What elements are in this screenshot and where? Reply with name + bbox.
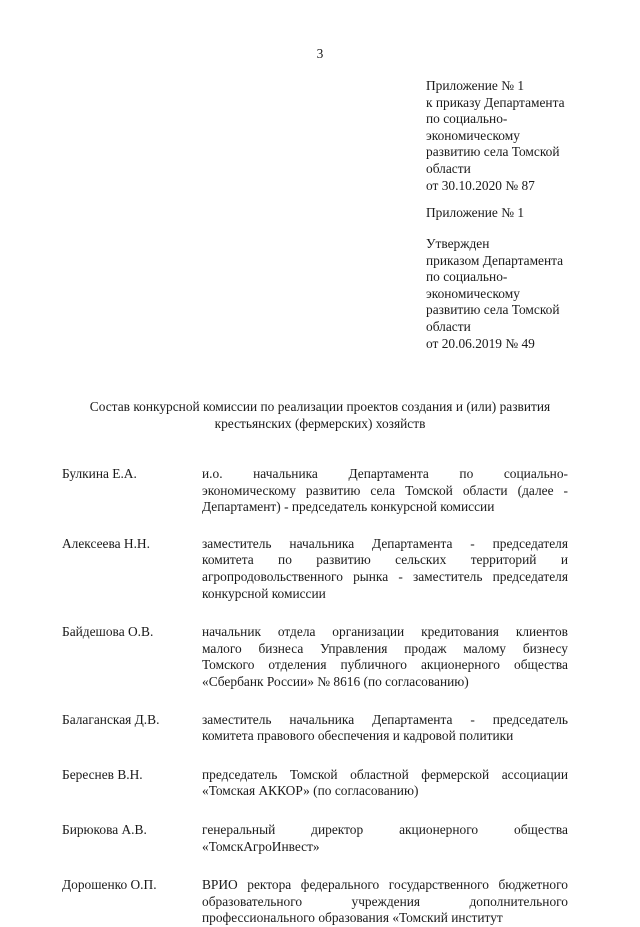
member-name: Береснев В.Н.: [62, 766, 143, 782]
member-role-line: заместитель начальника Департамента - председателя: [202, 535, 568, 551]
member-row: [62, 712, 568, 745]
member-role: [202, 877, 568, 927]
member-role: [202, 536, 568, 602]
annex-header-line: экономическому: [426, 127, 520, 143]
member-role: [202, 466, 568, 516]
member-role-line: «Томская АККОР» (по согласованию): [202, 783, 419, 799]
member-role: [202, 624, 568, 690]
member-role-line: комитета правового обеспечения и кадровой политики: [202, 728, 514, 744]
approval-line: области: [426, 318, 471, 334]
member-role-line: ВРИО ректора федерального государственного бюджетного: [202, 877, 568, 893]
member-name: Балаганская Д.В.: [62, 711, 160, 727]
member-role-line: образовательного учреждения дополнительного: [202, 893, 568, 909]
annex-label-text: Приложение № 1: [426, 205, 525, 220]
document-title: [62, 398, 578, 432]
member-role: [202, 712, 568, 745]
annex-header-line: области: [426, 160, 471, 176]
member-role-line: экономическому развитию села Томской области (далее -: [202, 482, 568, 498]
member-row: [62, 536, 568, 602]
annex-header: [426, 78, 596, 194]
member-role-line: малого бизнеса Управления продаж малому бизнесу: [202, 640, 568, 656]
member-row: [62, 466, 568, 516]
member-name: Булкина Е.А.: [62, 466, 137, 481]
document-title-line: крестьянских (фермерских) хозяйств: [214, 416, 426, 431]
member-role-line: «Сбербанк России» № 8616 (по согласованию): [202, 673, 469, 689]
member-role-line: заместитель начальника Департамента - председатель: [202, 711, 568, 727]
annex-header-line: к приказу Департамента: [426, 94, 565, 110]
member-role: [202, 767, 568, 800]
member-row: [62, 767, 568, 800]
document-title-line: Состав конкурсной комиссии по реализации проектов создания и (или) развития: [89, 399, 551, 414]
member-role-line: Департамент) - председатель конкурсной комиссии: [202, 499, 495, 515]
annex-header-line: от 30.10.2020 № 87: [426, 177, 535, 193]
page-number: 3: [316, 46, 324, 61]
member-name: Байдешова О.В.: [62, 624, 154, 640]
member-role-line: «ТомскАгроИнвест»: [202, 838, 320, 854]
member-name: Бирюкова А.В.: [62, 821, 147, 837]
member-row: [62, 877, 568, 927]
member-row: [62, 822, 568, 855]
member-role-line: Томского отделения публичного акционерного общества: [202, 657, 568, 673]
member-role-line: начальник отдела организации кредитования клиентов: [202, 624, 568, 640]
member-role-line: и.о. начальника Департамента по социально-: [202, 466, 568, 481]
member-role-line: комитета по развитию сельских территорий и: [202, 552, 568, 568]
annex-header-line: Приложение № 1: [426, 78, 525, 93]
member-row: [62, 624, 568, 690]
member-role-line: председатель Томской областной фермерской ассоциации: [202, 766, 568, 782]
approval-line: развитию села Томской: [426, 302, 560, 318]
member-name: Алексеева Н.Н.: [62, 535, 150, 551]
member-role-line: генеральный директор акционерного общества: [202, 821, 568, 837]
member-name: Дорошенко О.П.: [62, 877, 157, 893]
annex-header-line: развитию села Томской: [426, 144, 560, 160]
member-role-line: конкурсной комиссии: [202, 585, 326, 601]
approval-stamp-text: [426, 236, 596, 352]
approval-line: Утвержден: [426, 236, 490, 251]
commission-members-list: [62, 466, 568, 927]
annex-label: [426, 205, 596, 222]
member-role-line: профессионального образования «Томский институт: [202, 910, 503, 926]
member-role: [202, 822, 568, 855]
approval-line: от 20.06.2019 № 49: [426, 335, 535, 351]
member-role-line: агропродовольственного рынка - заместитель председателя: [202, 568, 568, 584]
approval-line: по социально-: [426, 269, 508, 285]
approval-line: экономическому: [426, 285, 520, 301]
approval-line: приказом Департамента: [426, 252, 564, 268]
annex-header-line: по социально-: [426, 111, 508, 127]
